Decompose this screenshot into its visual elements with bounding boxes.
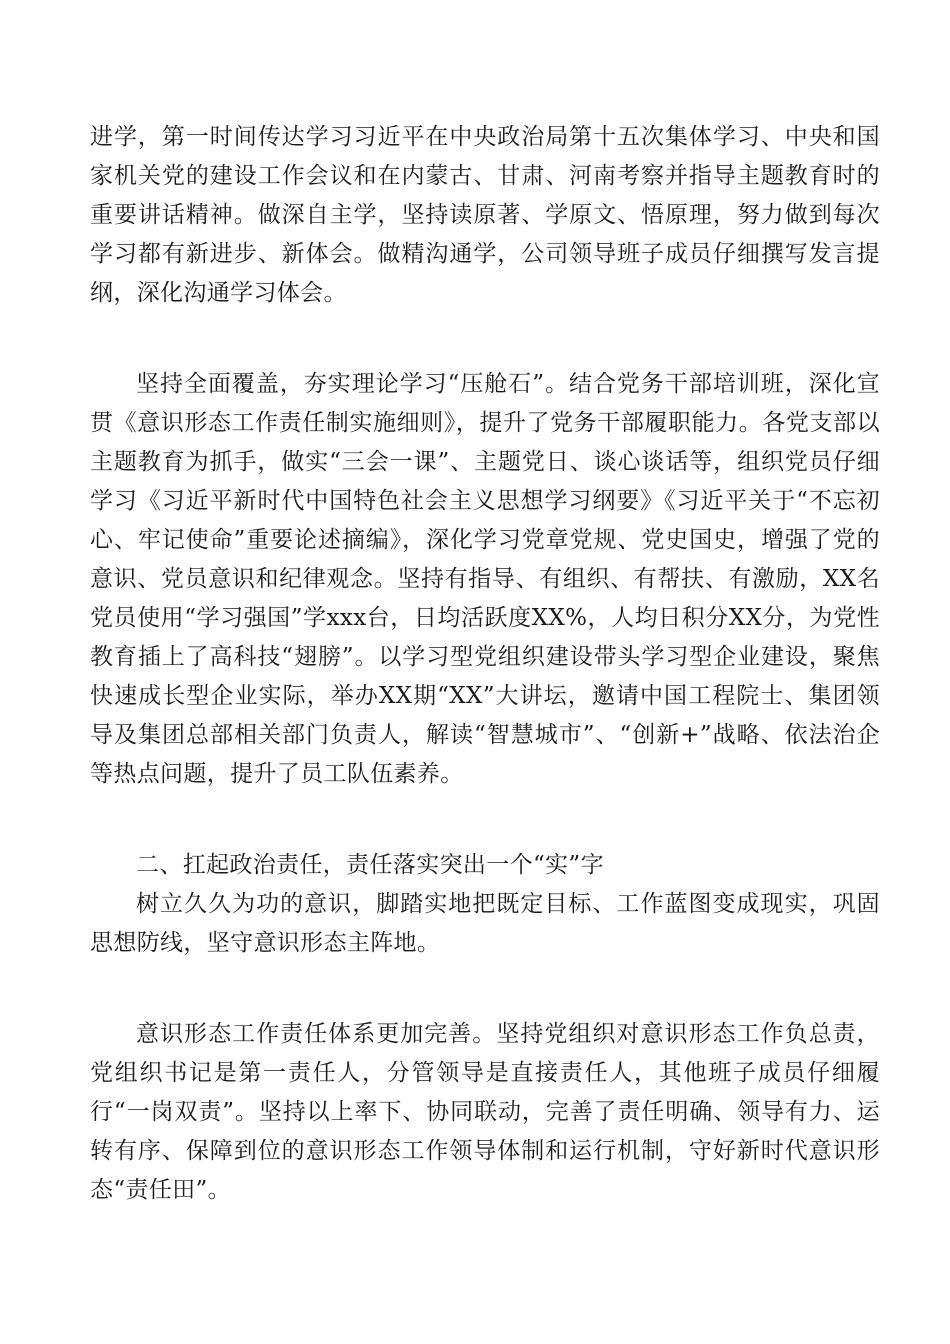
paragraph-responsibility-system: 意识形态工作责任体系更加完善。坚持党组织对意识形态工作负总责，党组织书记是第一责任人，分管领导是直接责任人，其他班子成员仔细履行“一岗双责”。坚持以上率下、协同联动，完善了责任明确、领导有力、运转有序、保障到位的意识形态工作领导体制和运行机制，守好新时代意识形态“责任田”。 bbox=[90, 1021, 880, 1203]
paragraph-study-continuation: 进学，第一时间传达学习习近平在中央政治局第十五次集体学习、中央和国家机关党的建设工作会议和在内蒙古、甘肃、河南考察并指导主题教育时的重要讲话精神。做深自主学，坚持读原著、学原文、悟原理，努力做到每次学习都有新进步、新体会。做精沟通学，公司领导班子成员仔细撰写发言提纲，深化沟通学习体会。 bbox=[90, 124, 880, 306]
paragraph-theory-study-coverage: 坚持全面覆盖，夯实理论学习“压舱石”。结合党务干部培训班，深化宣贯《意识形态工作责任制实施细则》，提升了党务干部履职能力。各党支部以主题教育为抓手，做实“三会一课”、主题党日、谈心谈话等，组织党员仔细学习《习近平新时代中国特色社会主义思想学习纲要》《习近平关于“不忘初心、牢记使命”重要论述摘编》，深化学习党章党规、党史国史，增强了党的意识、党员意识和纪律观念。坚持有指导、有组织、有帮扶、有激励，XX名党员使用“学习强国”学xxx台，日均活跃度XX%，人均日积分XX分，为党性教育插上了高科技“翅膀”。以学习型党组织建设带头学习型企业建设，聚焦快速成长型企业实际，举办XX期“XX”大讲坛，邀请中国工程院士、集团领导及集团总部相关部门负责人，解读“智慧城市”、“创新+”战略、依法治企等热点问题，提升了员工队伍素养。 bbox=[90, 371, 880, 787]
document-page bbox=[90, 118, 880, 1210]
section-heading-political-responsibility: 二、扛起政治责任，责任落实突出一个“实”字 bbox=[136, 852, 604, 878]
paragraph-long-term-awareness: 树立久久为功的意识，脚踏实地把既定目标、工作蓝图变成现实，巩固思想防线，坚守意识形态主阵地。 bbox=[90, 891, 880, 956]
